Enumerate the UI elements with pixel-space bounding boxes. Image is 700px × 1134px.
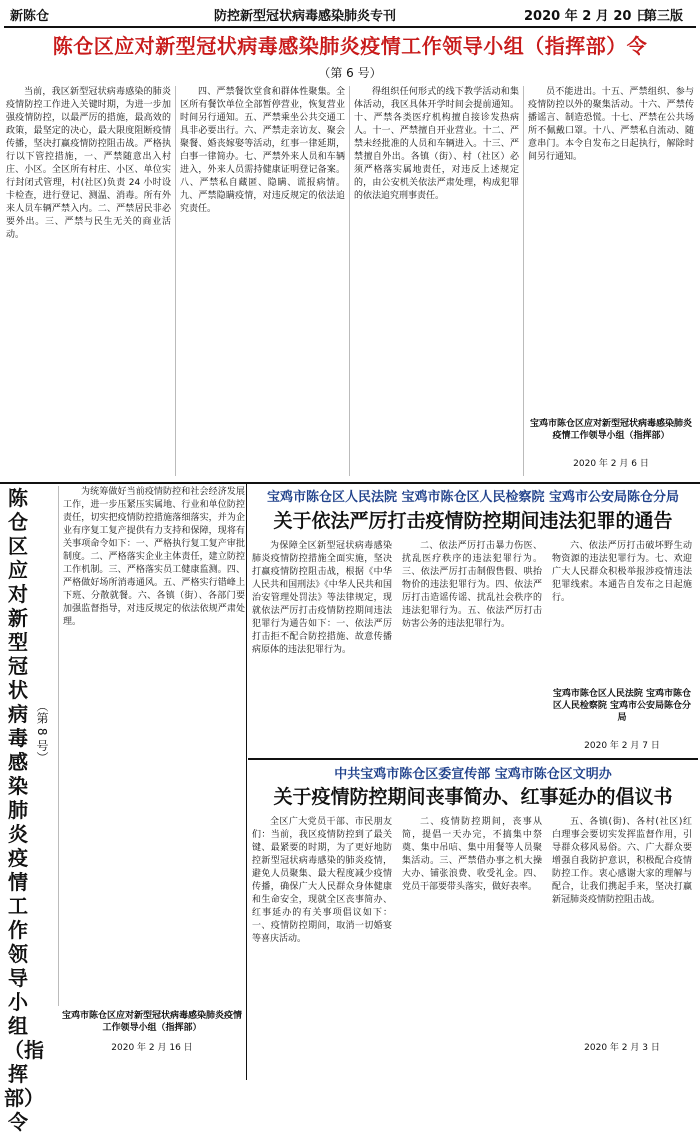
notice-text-2: 二、依法严厉打击暴力伤医、扰乱医疗秩序的违法犯罪行为。三、依法严厉打击制假售假、哄抬物价的违法犯罪行为。四、依法严厉打击造谣传谣、扰乱社会秩序的违法犯罪行为。五、依法严厉打击妨害公务的违法犯罪行为。 [402, 541, 542, 629]
order6-title: 陈仓区应对新型冠状病毒感染肺炎疫情工作领导小组（指挥部）令 [52, 34, 648, 58]
order6-column-2 [180, 86, 345, 476]
notice-text-3: 六、依法严厉打击破坏野生动物资源的违法犯罪行为。七、欢迎广大人民群众积极举报涉疫情违法犯罪线索。本通告自发布之日起施行。 [552, 541, 692, 603]
order6-text-2: 四、严禁餐饮堂食和群体性聚集。全区所有餐饮单位全部暂停营业，恢复营业时间另行通知。五、严禁乘坐公共交通工具非必要出行。六、严禁走亲访友、聚会聚餐、婚丧嫁娶等活动，红事一律延期，白事一律简办。七、严禁外来人员和车辆进入，外来人员需持健康证明登记备案。八、严禁私自藏匿、隐瞒、谎报病情。九、严禁隐瞒疫情，对违反规定的依法追究责任。 [180, 87, 345, 214]
order6-text-3: 得组织任何形式的线下教学活动和集体活动，我区具体开学时间会提前通知。十、严禁各类医疗机构擅自接诊发热病人。十一、严禁擅自开业营业。十二、严禁未经批准的人员和车辆进入。十三、严禁擅自外出。各镇（街）、村（社区）必须严格落实属地责任，对违反上述规定的，由公安机关依法严肃处理，构成犯罪的依法追究刑事责任。 [354, 87, 519, 201]
notice-column-2 [402, 540, 542, 755]
notice-signature: 宝鸡市陈仓区人民法院 宝鸡市陈仓区人民检察院 宝鸡市公安局陈仓分局 [552, 689, 692, 723]
notice-column-3 [552, 540, 692, 685]
order6-text-4: 员不能进出。十五、严禁组织、参与疫情防控以外的聚集活动。十六、严禁传播谣言、制造恐慌。十七、严禁在公共场所不佩戴口罩。十八、严禁私自流动、随意串门。本令自发布之日起执行，解除时间另行通知。 [528, 87, 694, 162]
notice-date: 2020 年 2 月 7 日 [584, 741, 660, 751]
order6-number: （第 6 号） [318, 66, 382, 80]
page-header [4, 0, 696, 28]
order8-signature: 宝鸡市陈仓区应对新型冠状病毒感染肺炎疫情工作领导小组（指挥部） [62, 1011, 243, 1033]
order6-text-1: 当前，我区新型冠状病毒感染的肺炎疫情防控工作进入关键时期，为进一步加强疫情防控，以最严厉的措施，最高效的政策，最坚定的决心，最大限度阻断疫情传播，坚决打赢疫情防控阻击战。严格执行以下管控措施，一、严禁随意出入村庄、小区。全区所有村庄、小区、单位实行封闭式管理，村(社区)负责 24 小时设卡检查，进行登记、测温、消毒。所有外来人员车辆严禁入内。二、严禁居民非必要外出。三、严禁与民生无关的商业活动。 [6, 87, 171, 240]
column-divider [246, 484, 247, 1080]
order6-signature: 宝鸡市陈仓区应对新型冠状病毒感染肺炎疫情工作领导小组（指挥部） [529, 419, 692, 441]
paper-name: 新陈仓 [10, 9, 50, 24]
column-divider [523, 86, 524, 476]
order8-number: （第 8 号） [35, 700, 49, 764]
notice-issuers: 宝鸡市陈仓区人民法院 宝鸡市陈仓区人民检察院 宝鸡市公安局陈仓分局 [266, 490, 680, 505]
proposal-issuers: 中共宝鸡市陈仓区委宣传部 宝鸡市陈仓区文明办 [334, 767, 612, 782]
proposal-column-3 [552, 816, 692, 1036]
section-divider [0, 482, 700, 484]
section-divider [248, 758, 698, 760]
proposal-text-2: 二、疫情防控期间，丧事从简，提倡一天办完，不搞集中祭奠、集中吊唁、集中用餐等人员聚集活动。三、严禁借办事之机大操大办、铺张浪费、收受礼金。四、党员干部要带头落实，做好表率。 [402, 817, 542, 892]
order8-vertical-title: 陈仓区应对新型冠状病毒感染肺炎疫情工作领导小组（指挥部）令 [4, 486, 44, 1134]
order6-column-4 [528, 86, 694, 411]
order8-text: 为统筹做好当前疫情防控和社会经济发展工作，进一步压紧压实属地、行业和单位防控责任，切实把疫情防控措施落细落实，并为企业有序复工复产提供有力支持和保障，现将有关事项命令如下：一、严格执行复工复产审批制度。二、严格落实企业主体责任，建立防控工作机制。三、严格落实员工健康监测。四、严格做好场所消毒通风。五、严格实行错峰上下班、分散就餐。六、各镇（街）、各部门要加强监督指导，对违反规定的依法依规严肃处理。 [63, 487, 245, 627]
special-issue-title: 防控新型冠状病毒感染肺炎专刊 [214, 9, 397, 24]
proposal-text-1: 全区广大党员干部、市民朋友们：当前，我区疫情防控到了最关键、最紧要的时期，为了更好地防控新型冠状病毒感染的肺炎疫情，避免人员聚集、最大程度减少疫情传播，确保广大人民群众身体健康和生命安全，现就全区丧事简办、红事延办的有关事项倡议如下：一、疫情防控期间，取消一切婚宴等喜庆活动。 [252, 817, 392, 944]
proposal-text-3: 五、各镇(街)、各村(社区)红白理事会要切实发挥监督作用，引导群众移风易俗。六、广大群众要增强自我防护意识，积极配合疫情防控工作。衷心感谢大家的理解与配合，让我们携起手来，坚决打赢新冠肺炎疫情防控阻击战。 [552, 817, 692, 905]
page-number: 第三版 [644, 9, 684, 24]
proposal-column-2 [402, 816, 542, 1036]
order6-column-1 [6, 86, 171, 476]
proposal-column-1 [252, 816, 392, 1036]
notice-column-1 [252, 540, 392, 755]
order8-body [58, 486, 245, 1006]
notice-title: 关于依法严厉打击疫情防控期间违法犯罪的通告 [273, 510, 673, 532]
order8-date: 2020 年 2 月 16 日 [111, 1043, 193, 1053]
proposal-date: 2020 年 2 月 3 日 [584, 1043, 660, 1053]
order6-date: 2020 年 2 月 6 日 [573, 459, 649, 469]
proposal-title: 关于疫情防控期间丧事简办、红事延办的倡议书 [273, 786, 673, 808]
column-divider [175, 86, 176, 476]
column-divider [349, 86, 350, 476]
order6-column-3 [354, 86, 519, 476]
issue-date: 2020 年 2 月 20 日 [524, 9, 649, 24]
notice-text-1: 为保障全区新型冠状病毒感染肺炎疫情防控措施全面实施，坚决打赢疫情防控阻击战，根据《中华人民共和国刑法》《中华人民共和国治安管理处罚法》等法律规定，现就依法严厉打击疫情防控期间违法犯罪行为通告如下：一、依法严厉打击拒不配合防控措施、故意传播病原体的违法犯罪行为。 [252, 541, 392, 655]
